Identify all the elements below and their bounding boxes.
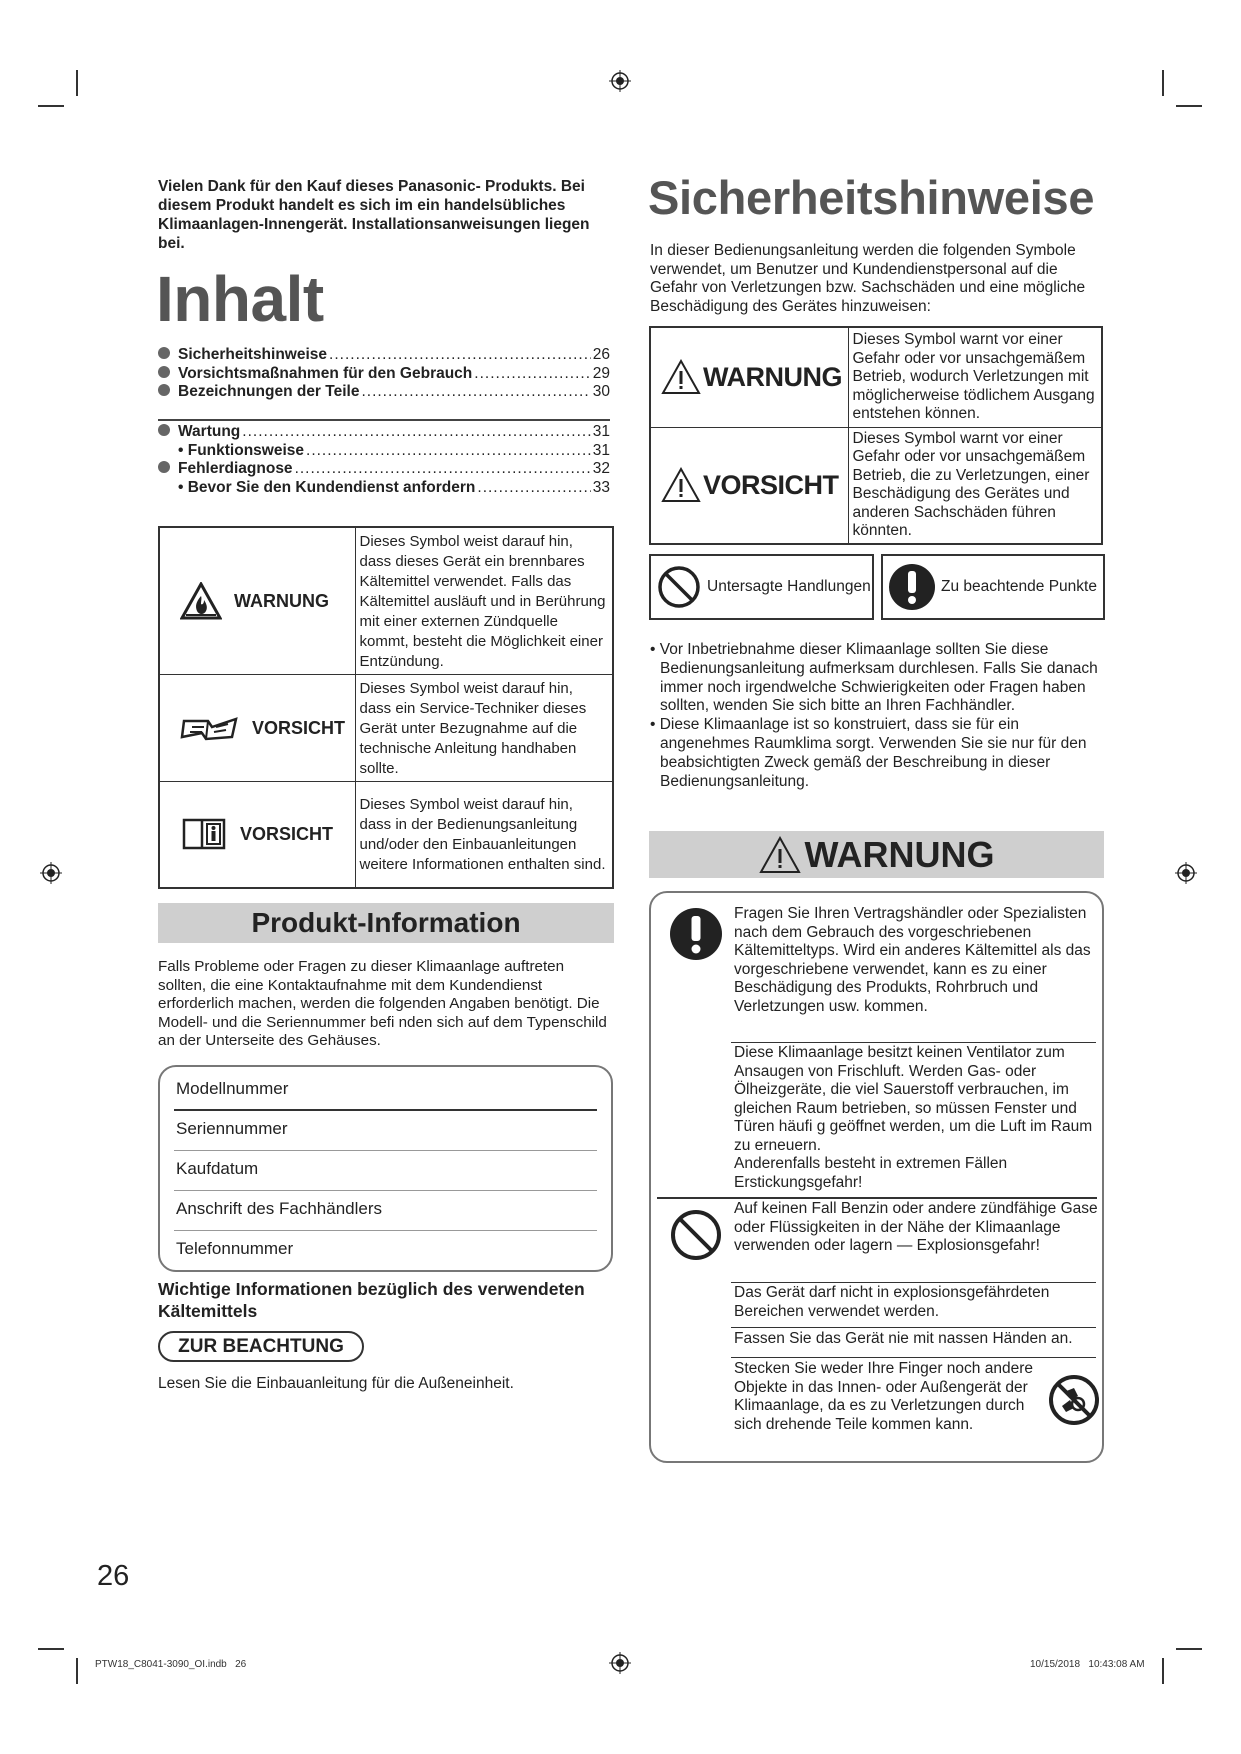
warning-item: Diese Klimaanlage besitzt keinen Ventilator zum Ansaugen von Frischluft. Werden Gas- oder Ölheizgeräte, die viel Sauerstoff verbrauchen, im gleichen Raum betrieben, so müssen Fenster und Türen häufi g geöffnet werden, um die Luft im Raum zu erneuern. — [734, 1044, 1093, 1154]
safety-intro: In dieser Bedienungsanleitung werden die folgenden Symbole verwendet, um Benutzer und Kundendienstpersonal auf die Gefahr von Verletzungen bzw. Sachschäden und eine mögliche Beschädigung des Gerätes hinzuweisen: — [650, 242, 1086, 315]
no-fingers-fan-icon — [1048, 1374, 1100, 1426]
crop-mark — [38, 105, 64, 107]
divider — [731, 1357, 1096, 1358]
warning-banner-label: WARNUNG — [804, 833, 995, 875]
service-manual-icon — [180, 713, 240, 743]
dealer-address-field[interactable]: Anschrift des Fachhändlers — [174, 1191, 597, 1231]
note-badge: ZUR BEACHTUNG — [158, 1331, 364, 1362]
refrigerant-heading: Wichtige Informationen bezüglich des verwendeten Kältemittels — [158, 1279, 585, 1321]
prohibited-icon — [669, 1208, 723, 1262]
toc-group — [158, 419, 610, 497]
toc-item[interactable]: Fehlerdiagnose ..... 32 — [158, 460, 610, 479]
divider — [731, 1327, 1096, 1328]
toc-item[interactable]: Bezeichnungen der Teile ..... 30 — [158, 383, 610, 402]
crop-mark — [1176, 105, 1202, 107]
legend-prohibited — [649, 554, 874, 620]
hazard-label: WARNUNG — [703, 361, 842, 392]
legend-label: Zu beachtende Punkte — [941, 578, 1097, 595]
product-info-text: Falls Probleme oder Fragen zu dieser Klimaanlage auftreten sollten, die eine Kontaktaufnahme mit dem Kundendienst erforderlich machen, werden die folgenden Angaben benötigt. Die Modell- und die Seriennummer befi nden sich auf dem Typenschild an der Unterseite des Gehäuses. — [158, 958, 607, 1049]
symbol-description: Dieses Symbol weist darauf hin, dass dieses Gerät ein brennbares Kältemittel verwendet. Falls das Kältemittel ausläuft und in Berührung mit einer externen Zündquelle kommt, besteht die Möglichkeit einer Entzündung. — [355, 527, 613, 675]
serial-number-field[interactable]: Seriennummer — [174, 1111, 597, 1151]
refrigerant-text: Lesen Sie die Einbauanleitung für die Außeneinheit. — [158, 1375, 514, 1392]
warning-triangle-icon — [759, 836, 801, 874]
registration-mark-icon — [40, 862, 62, 884]
flammable-warning-icon — [180, 582, 222, 620]
warning-item: Stecken Sie weder Ihre Finger noch andere Objekte in das Innen- oder Außengerät der Klimaanlage, da es zu Verletzungen durch sich drehende Teile kommen kann. — [734, 1360, 1033, 1433]
warning-item: Anderenfalls besteht in extremen Fällen Erstickungsgefahr! — [734, 1155, 1008, 1191]
legend-mandatory — [881, 554, 1105, 620]
registration-mark-icon — [609, 70, 631, 92]
warning-triangle-icon — [661, 359, 701, 395]
warning-item: Fragen Sie Ihren Vertragshändler oder Spezialisten nach dem Gebrauch des vorgeschriebenen Kältemitteltyps. Wird ein anderes Kältemittel als das vorgeschriebene verwendet, kann es zu einer Beschädigung des Produkts, Rohrbruch und Verletzungen usw. kommen. — [734, 905, 1091, 1015]
toc-item[interactable]: Vorsichtsmaßnahmen für den Gebrauch ..... 29 — [158, 365, 610, 384]
hazard-label: VORSICHT — [703, 469, 839, 500]
crop-mark — [76, 1658, 78, 1684]
crop-mark — [1162, 1658, 1164, 1684]
bullet-item: • Vor Inbetriebnahme dieser Klimaanlage sollten Sie diese Bedienungsanleitung aufmerksam durchlesen. Falls Sie danach immer noch irgendwelche Schwierigkeiten oder Fragen haben sollten, wenden Sie sich bitte an Ihren Fachhändler. — [650, 641, 1098, 715]
crop-mark — [1162, 70, 1164, 96]
page-title: Inhalt — [156, 263, 324, 335]
divider — [731, 1282, 1096, 1283]
symbol-legend-table — [158, 526, 614, 889]
manual-info-icon — [180, 816, 228, 852]
warning-item: Das Gerät darf nicht in explosionsgefährdeten Bereichen verwendet werden. — [734, 1284, 1050, 1320]
page-number: 26 — [97, 1560, 130, 1592]
warning-item: Auf keinen Fall Benzin oder andere zündfähige Gase oder Flüssigkeiten in der Nähe der Klimaanlage verwenden oder lagern — Explosionsgefahr! — [734, 1200, 1098, 1254]
purchase-date-field[interactable]: Kaufdatum — [174, 1151, 597, 1191]
warning-item: Fassen Sie das Gerät nie mit nassen Händen an. — [734, 1330, 1073, 1347]
warning-banner — [649, 831, 1104, 878]
toc-item[interactable]: • Funktionsweise ..... 31 — [158, 442, 610, 461]
symbol-label: VORSICHT — [252, 717, 346, 738]
toc-group — [158, 346, 610, 402]
model-number-field[interactable]: Modellnummer — [174, 1071, 597, 1111]
crop-mark — [38, 1648, 64, 1650]
section-title: Sicherheitshinweise — [648, 171, 1095, 224]
prohibited-icon — [657, 565, 701, 609]
toc-item[interactable]: Sicherheitshinweise ..... 26 — [158, 346, 610, 365]
bullet-item: • Diese Klimaanlage ist so konstruiert, dass sie für ein angenehmes Raumklima sorgt. Verwenden Sie sie nur für den beabsichtigten Zweck gemäß der Beschreibung in dieser Bedienungsanleitung. — [650, 716, 1087, 790]
toc-item[interactable]: • Bevor Sie den Kundendienst anfordern ..... 33 — [158, 479, 610, 498]
caution-triangle-icon — [661, 467, 701, 503]
hazard-description: Dieses Symbol warnt vor einer Gefahr oder vor unsachgemäßem Betrieb, die zu Verletzungen, einer Beschädigung des Gerätes und anderen Sachschäden führen könnten. — [848, 427, 1102, 544]
safety-bullets — [648, 641, 1108, 791]
symbol-label: WARNUNG — [234, 590, 329, 611]
symbol-description: Dieses Symbol weist darauf hin, dass ein Service-Techniker dieses Gerät unter Bezugnahme auf die technische Anleitung handhaben sollte. — [355, 675, 613, 782]
product-info-heading: Produkt-Information — [158, 903, 614, 943]
divider — [657, 1197, 1097, 1199]
registration-mark-icon — [609, 1652, 631, 1674]
mandatory-icon — [887, 562, 937, 612]
legend-label: Untersagte Handlungen — [707, 578, 871, 595]
footer-file: PTW18_C8041-3090_OI.indb 26 — [95, 1659, 247, 1670]
warning-list-box — [649, 891, 1104, 1463]
registration-mark-icon — [1175, 862, 1197, 884]
product-info-form — [158, 1065, 613, 1272]
crop-mark — [1176, 1648, 1202, 1650]
symbol-description: Dieses Symbol weist darauf hin, dass in der Bedienungsanleitung und/oder den Einbauanleitungen weitere Informationen enthalten sind. — [355, 782, 613, 888]
symbol-label: VORSICHT — [240, 823, 334, 844]
hazard-description: Dieses Symbol warnt vor einer Gefahr oder vor unsachgemäßem Betrieb, wodurch Verletzungen mit möglicherweise tödlichem Ausgang entstehen können. — [848, 327, 1102, 427]
intro-text: Vielen Dank für den Kauf dieses Panasonic- Produkts. Bei diesem Produkt handelt es sich im ein handelsübliches Klimaanlagen-Innengerät. Installationsanweisungen liegen bei. — [158, 178, 590, 252]
footer-timestamp: 10/15/2018 10:43:08 AM — [1030, 1659, 1145, 1670]
phone-number-field[interactable]: Telefonnummer — [176, 1239, 294, 1258]
divider — [731, 1042, 1096, 1043]
toc-item[interactable]: Wartung ..... 31 — [158, 423, 610, 442]
crop-mark — [76, 70, 78, 96]
mandatory-icon — [669, 907, 723, 961]
hazard-level-table — [649, 326, 1103, 545]
